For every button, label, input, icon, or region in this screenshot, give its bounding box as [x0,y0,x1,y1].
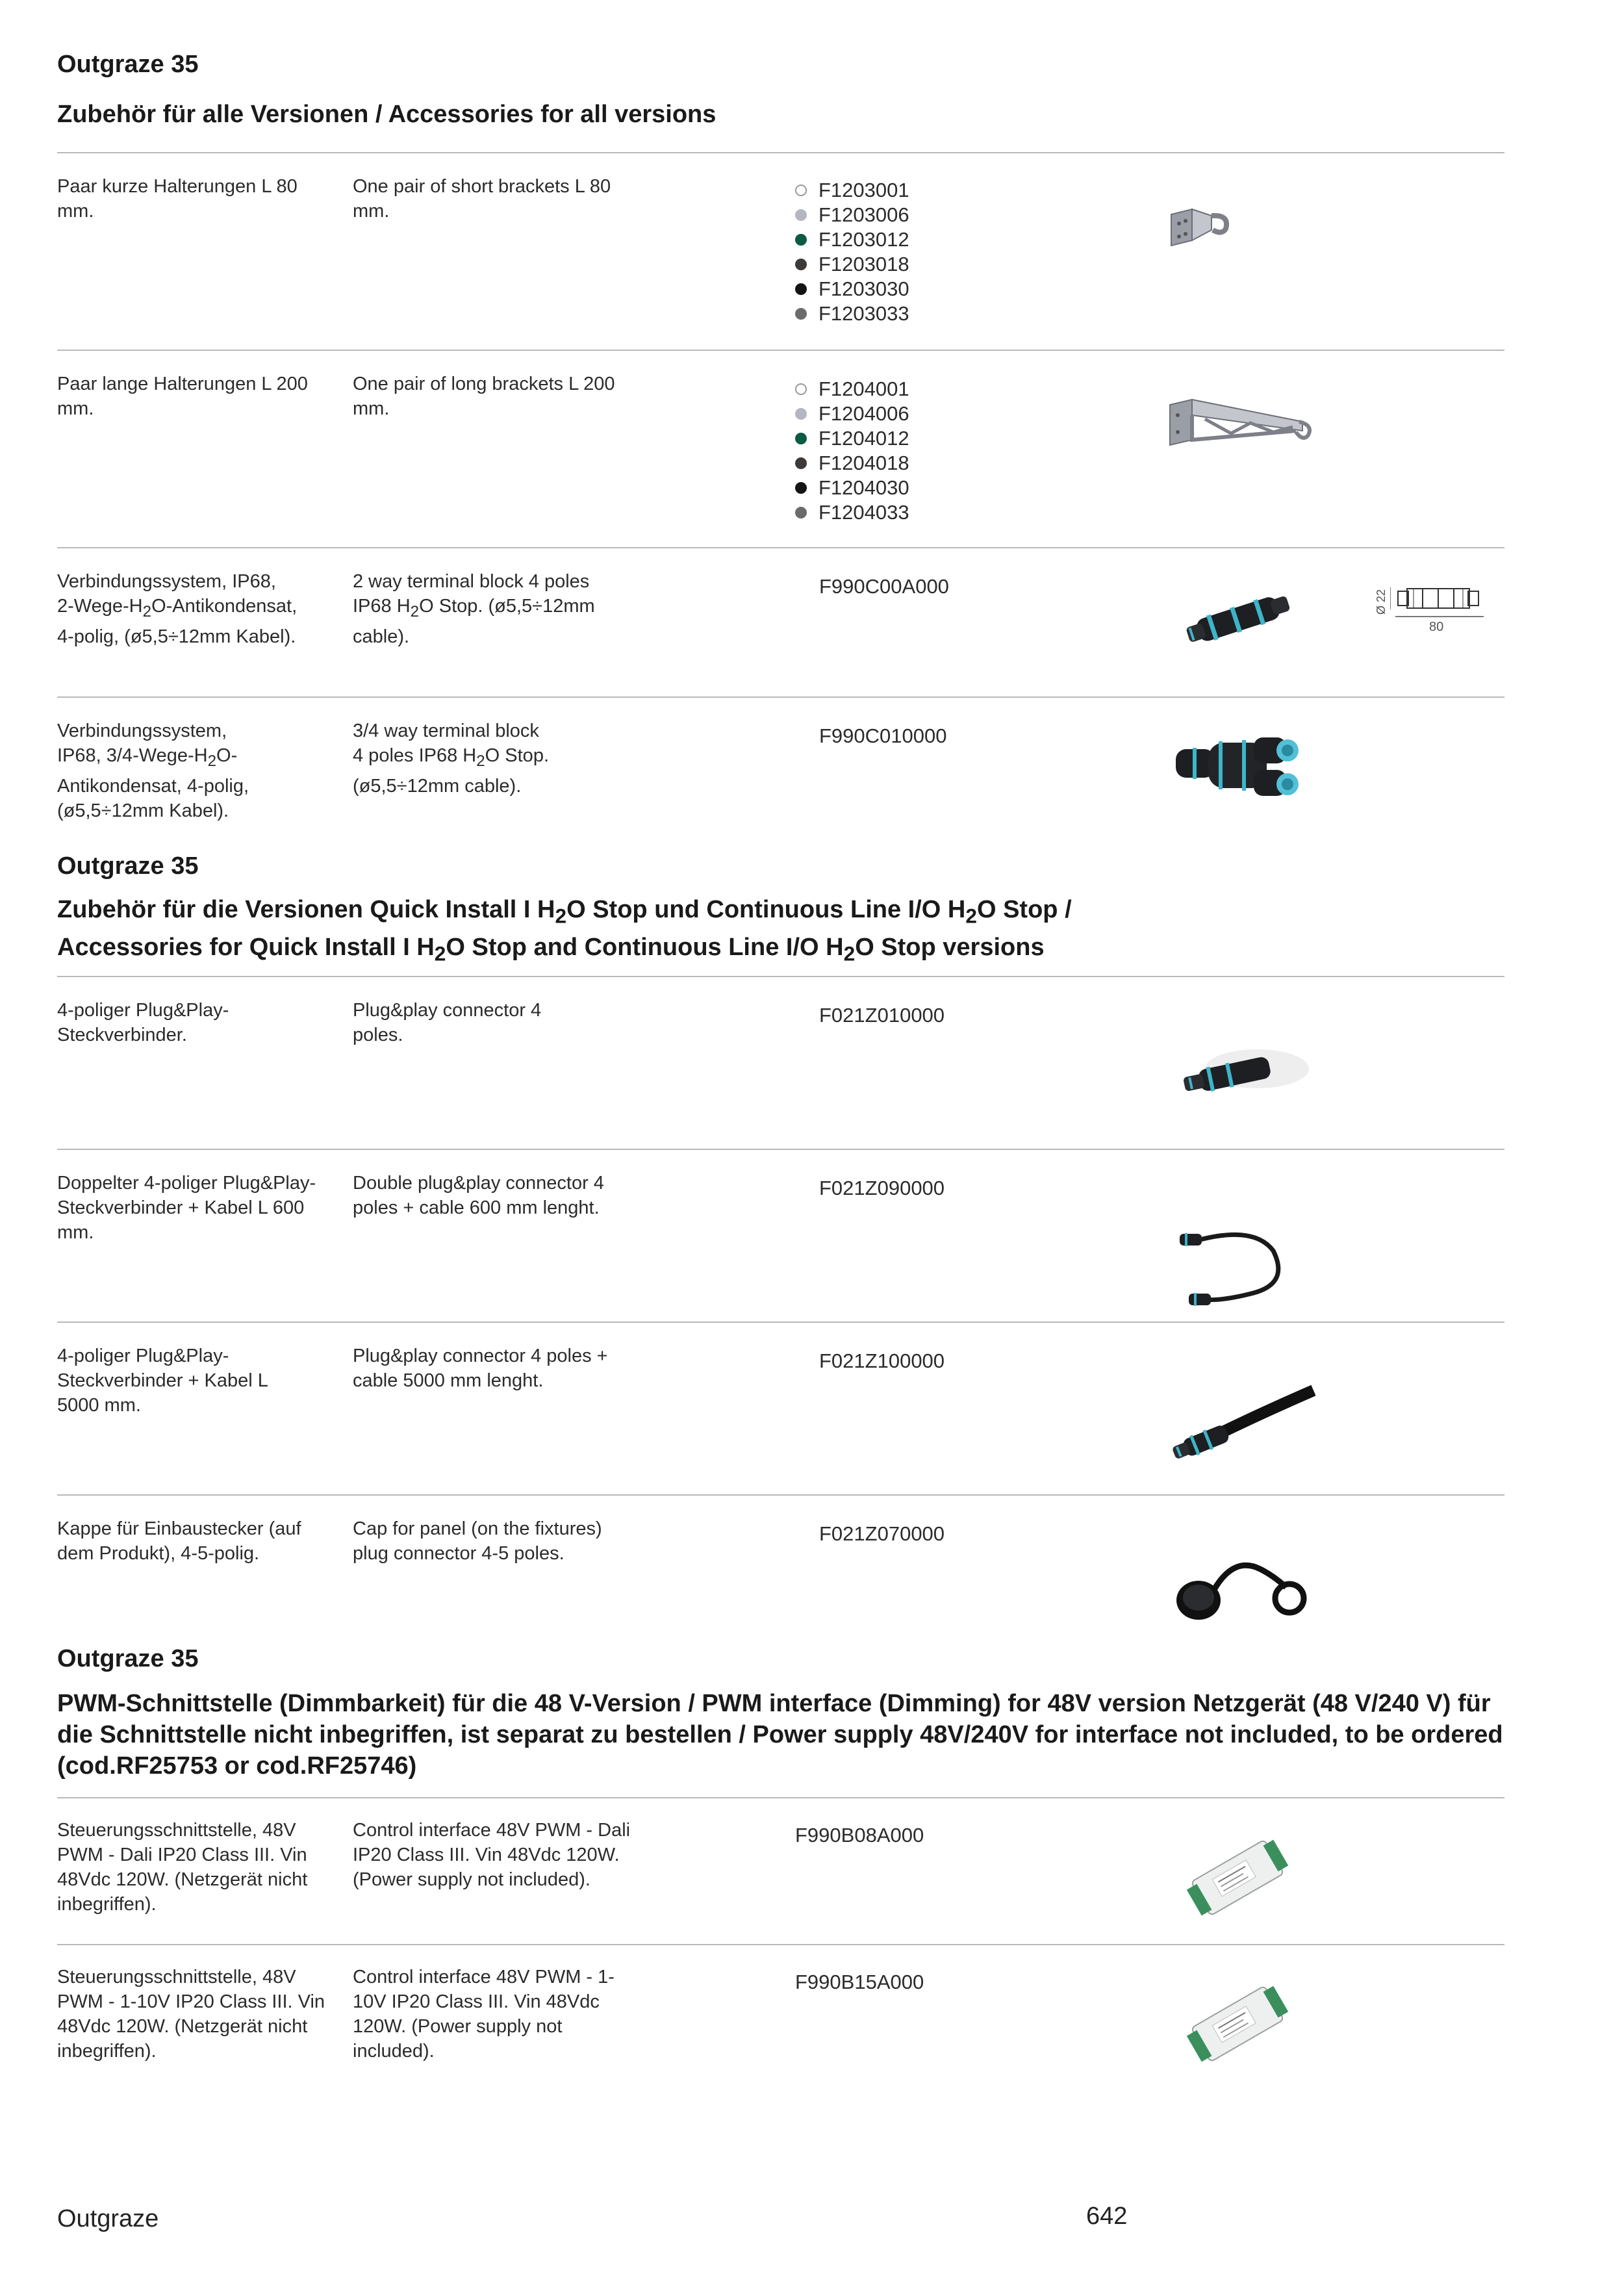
color-swatch [795,283,807,295]
code-item: F1203001 [795,178,909,203]
s3-row2-en: Control interface 48V PWM - 1-10V IP20 Class III. Vin 48Vdc 120W. (Power supply not included). [353,1967,615,2062]
color-swatch [795,308,807,320]
divider [57,1944,1504,1945]
row3-de: Verbindungssystem, IP68, $2-Wege-H_2O$-Antikondensat, 4-polig, (ø5,5÷12mm Kabel). [57,571,298,647]
divider [57,1797,1504,1798]
s2-row3-de: 4-poliger Plug&Play-Steckverbinder + Kabel L 5000 mm. [57,1346,268,1416]
code-item: F1204001 [795,377,909,402]
divider [57,1494,1504,1496]
section2-brand: Outgraze 35 [57,852,199,880]
short-bracket-image [1166,201,1237,253]
code-item: F1204033 [795,500,909,525]
s3-row2-de: Steuerungsschnittstelle, 48V PWM - 1-10V IP20 Class III. Vin 48Vdc 120W. (Netzgerät nicht inbegriffen). [57,1967,325,2062]
s2-row1-code: F021Z010000 [819,1004,945,1027]
row1-en: One pair of short brackets L 80 mm. [353,176,611,222]
color-swatch [795,482,807,494]
page-number: 642 [1086,2203,1128,2230]
divider [57,1149,1504,1150]
s3-row2-code: F990B15A000 [795,1971,924,1993]
row2-de: Paar lange Halterungen L 200 mm. [57,374,308,419]
s3-row1-code: F990B08A000 [795,1824,924,1846]
panel-cap-image [1169,1550,1312,1628]
s2-row3-en: Plug&play connector 4 poles + cable 5000 mm lenght. [353,1346,608,1391]
color-swatch [795,507,807,518]
plug-cable-5000-image [1169,1377,1315,1468]
long-bracket-image [1166,393,1315,452]
section2-title: Zubehör für die Versionen Quick Install I $H_2O$ Stop und Continuous Line I/O $H_2O$ Stop / Accessories for Quick Install I $H_2O$ Stop and Continuous Line I/O $H_2O$ Stop versions [57,896,1072,965]
code-item: F1203030 [795,277,909,301]
divider [57,1322,1504,1323]
terminal-block-3way-image [1169,724,1312,809]
s3-row1-en: Control interface 48V PWM - Dali IP20 Class III. Vin 48Vdc 120W. (Power supply not included). [353,1820,631,1890]
section1-brand: Outgraze 35 [57,51,199,78]
row1-de: Paar kurze Halterungen L 80 mm. [57,176,298,222]
divider [57,696,1504,698]
s2-row1-en: Plug&play connector 4 poles. [353,1000,542,1045]
section3-brand: Outgraze 35 [57,1645,199,1672]
code-item: F1204012 [795,426,909,451]
terminal-block-drawing [1390,582,1488,615]
row3-code: F990C00A000 [819,575,949,598]
s3-row1-de: Steuerungsschnittstelle, 48V PWM - Dali IP20 Class III. Vin 48Vdc 120W. (Netzgerät nicht inbegriffen). [57,1820,308,1915]
pwm-dali-interface-image [1182,1829,1293,1926]
color-swatch [795,433,807,444]
row4-de: Verbindungssystem, IP68, $3/4-Wege-H_2O-$ Antikondensat, 4-polig, (ø5,5÷12mm Kabel). [57,721,249,821]
length-dimension: 80 [1429,620,1444,634]
color-swatch [795,383,807,395]
section1-title: Zubehör für alle Versionen / Accessories for all versions [57,101,717,128]
s2-row4-code: F021Z070000 [819,1522,945,1545]
row1-code-list [795,178,909,326]
code-item: F1203006 [795,203,909,227]
s2-row4-en: Cap for panel (on the fixtures) plug connector 4-5 poles. [353,1518,602,1564]
color-swatch [795,259,807,270]
code-item: F1203033 [795,301,909,326]
terminal-block-2way-image [1182,581,1293,653]
row4-code: F990C010000 [819,724,947,747]
s2-row2-en: Double plug&play connector 4 poles + cable 600 mm lenght. [353,1173,604,1218]
s2-row1-de: 4-poliger Plug&Play-Steckverbinder. [57,1000,229,1045]
pwm-1-10v-interface-image [1182,1975,1293,2073]
code-item: F1204030 [795,476,909,500]
code-item: F1204006 [795,402,909,426]
double-plug-cable-image [1176,1212,1293,1316]
diameter-dimension: Ø 22 [1375,589,1388,615]
s2-row2-de: Doppelter 4-poliger Plug&Play-Steckverbinder + Kabel L 600 mm. [57,1173,316,1243]
divider [57,350,1504,351]
row2-en: One pair of long brackets L 200 mm. [353,374,615,419]
color-swatch [795,209,807,221]
divider [57,152,1504,153]
section3-title: PWM-Schnittstelle (Dimmbarkeit) für die 48 V-Version / PWM interface (Dimming) for 48V version Netzgerät (48 V/240 V) für die Schnittstelle nicht inbegriffen, ist separat zu bestellen / Power supply 48V/240V for interface not included, to be ordered (cod.RF25753 or cod.RF25746) [57,1690,1503,1780]
color-swatch [795,234,807,246]
code-item: F1203018 [795,252,909,277]
row3-en: 2 way terminal block 4 poles IP68 $H_2O$ Stop. (ø5,5÷12mm cable). [353,571,595,647]
s2-row3-code: F021Z100000 [819,1349,945,1372]
divider [57,976,1504,977]
s2-row2-code: F021Z090000 [819,1177,945,1199]
plug-connector-image [1179,1043,1309,1101]
divider [57,547,1504,548]
color-swatch [795,185,807,196]
row4-en: 3/4 way terminal block 4 poles IP68 $H_2O$ Stop. (ø5,5÷12mm cable). [353,721,549,797]
row2-code-list [795,377,909,525]
dimension-line [1395,616,1484,617]
color-swatch [795,408,807,420]
s2-row4-de: Kappe für Einbaustecker (auf dem Produkt), 4-5-polig. [57,1518,301,1564]
footer-title: Outgraze [57,2205,159,2232]
code-item: F1204018 [795,451,909,476]
color-swatch [795,457,807,469]
code-item: F1203012 [795,227,909,252]
